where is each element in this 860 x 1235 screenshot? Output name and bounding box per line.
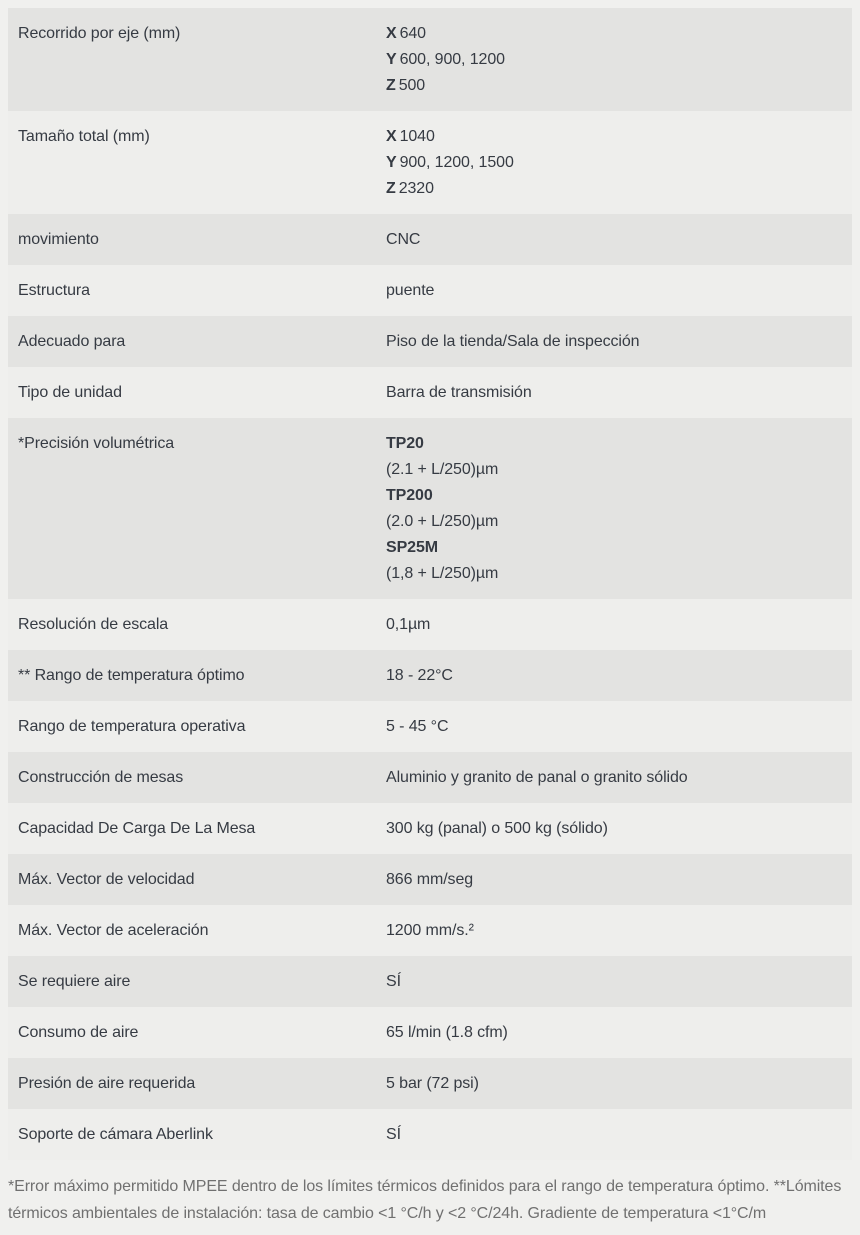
spec-value-line	[386, 227, 842, 253]
spec-label: Capacidad De Carga De La Mesa	[18, 820, 256, 837]
spec-value-line	[386, 867, 842, 893]
value-text: 1040	[399, 128, 435, 145]
spec-value	[386, 278, 852, 304]
spec-value-line	[386, 714, 842, 740]
spec-value-line	[386, 561, 842, 587]
value-bold-prefix: TP200	[386, 487, 433, 504]
spec-label: Se requiere aire	[18, 973, 131, 990]
value-text: 500	[398, 77, 426, 94]
value-text: (2.1 + L/250)µm	[386, 461, 499, 478]
value-text: Aluminio y granito de panal o granito sólido	[386, 769, 688, 786]
spec-row	[8, 111, 852, 214]
spec-value-line	[386, 1122, 842, 1148]
spec-value	[386, 663, 852, 689]
spec-row	[8, 316, 852, 367]
spec-value	[386, 816, 852, 842]
spec-value-line	[386, 21, 842, 47]
value-text: 600, 900, 1200	[399, 51, 505, 68]
spec-value	[386, 1071, 852, 1097]
spec-value-line	[386, 124, 842, 150]
value-bold-prefix: SP25M	[386, 539, 438, 556]
spec-value	[386, 918, 852, 944]
spec-row	[8, 8, 852, 111]
spec-value	[386, 714, 852, 740]
spec-label: Construcción de mesas	[18, 769, 184, 786]
spec-row	[8, 1109, 852, 1160]
spec-value-line	[386, 1071, 842, 1097]
value-text: 2320	[398, 180, 434, 197]
spec-label: Adecuado para	[18, 333, 126, 350]
spec-value	[386, 329, 852, 355]
spec-value	[386, 380, 852, 406]
spec-label: *Precisión volumétrica	[18, 435, 175, 452]
spec-row	[8, 854, 852, 905]
value-text: Barra de transmisión	[386, 384, 532, 401]
spec-row	[8, 650, 852, 701]
spec-label: Tamaño total (mm)	[18, 128, 150, 145]
spec-value	[386, 969, 852, 995]
spec-row	[8, 752, 852, 803]
spec-value-line	[386, 535, 842, 561]
value-text: 300 kg (panal) o 500 kg (sólido)	[386, 820, 608, 837]
spec-row	[8, 701, 852, 752]
spec-value-line	[386, 816, 842, 842]
spec-label: Máx. Vector de aceleración	[18, 922, 209, 939]
value-bold-prefix: Z	[386, 180, 396, 197]
value-text: 866 mm/seg	[386, 871, 474, 888]
spec-row	[8, 1007, 852, 1058]
value-bold-prefix: Z	[386, 77, 396, 94]
spec-value-line	[386, 73, 842, 99]
value-text: 5 - 45 °C	[386, 718, 449, 735]
footnote-text: *Error máximo permitido MPEE dentro de los límites térmicos definidos para el rango de temperatura óptimo. **Lómites térmicos ambientales de instalación: tasa de cambio <1 °C/h y <2 °C/24h. Gradiente de temperatura <1°C/m	[8, 1178, 842, 1222]
spec-label: movimiento	[18, 231, 99, 248]
spec-label: Rango de temperatura operativa	[18, 718, 246, 735]
spec-label: ** Rango de temperatura óptimo	[18, 667, 245, 684]
spec-label: Resolución de escala	[18, 616, 169, 633]
spec-row	[8, 367, 852, 418]
value-text: (2.0 + L/250)µm	[386, 513, 499, 530]
spec-row	[8, 599, 852, 650]
spec-value	[386, 867, 852, 893]
spec-value	[386, 765, 852, 791]
spec-row	[8, 214, 852, 265]
spec-value	[386, 612, 852, 638]
spec-label: Tipo de unidad	[18, 384, 122, 401]
spec-value-line	[386, 765, 842, 791]
spec-value-line	[386, 457, 842, 483]
spec-value-line	[386, 509, 842, 535]
value-text: SÍ	[386, 1126, 401, 1143]
spec-value-line	[386, 483, 842, 509]
spec-row	[8, 265, 852, 316]
spec-value	[386, 1020, 852, 1046]
spec-label: Máx. Vector de velocidad	[18, 871, 195, 888]
value-text: SÍ	[386, 973, 401, 990]
value-bold-prefix: Y	[386, 154, 397, 171]
spec-value-line	[386, 612, 842, 638]
spec-value-line	[386, 431, 842, 457]
spec-label: Soporte de cámara Aberlink	[18, 1126, 213, 1143]
value-bold-prefix: X	[386, 25, 397, 42]
spec-label: Recorrido por eje (mm)	[18, 25, 181, 42]
value-text: puente	[386, 282, 435, 299]
value-bold-prefix: TP20	[386, 435, 424, 452]
value-text: Piso de la tienda/Sala de inspección	[386, 333, 640, 350]
spec-value	[386, 21, 852, 99]
spec-value-line	[386, 329, 842, 355]
spec-row	[8, 418, 852, 599]
spec-value-line	[386, 47, 842, 73]
spec-value-line	[386, 380, 842, 406]
spec-value-line	[386, 663, 842, 689]
spec-row	[8, 1058, 852, 1109]
spec-label: Consumo de aire	[18, 1024, 139, 1041]
spec-value-line	[386, 278, 842, 304]
spec-label: Estructura	[18, 282, 90, 299]
spec-value	[386, 124, 852, 202]
spec-value	[386, 227, 852, 253]
spec-label: Presión de aire requerida	[18, 1075, 196, 1092]
spec-value-line	[386, 918, 842, 944]
spec-row	[8, 905, 852, 956]
spec-value	[386, 431, 852, 587]
value-text: CNC	[386, 231, 421, 248]
spec-value-line	[386, 150, 842, 176]
value-text: 640	[399, 25, 426, 42]
value-text: 5 bar (72 psi)	[386, 1075, 479, 1092]
spec-value-line	[386, 176, 842, 202]
value-text: 900, 1200, 1500	[399, 154, 514, 171]
spec-table	[8, 8, 852, 1160]
value-bold-prefix: X	[386, 128, 397, 145]
spec-value-line	[386, 969, 842, 995]
spec-row	[8, 956, 852, 1007]
value-bold-prefix: Y	[386, 51, 397, 68]
spec-row	[8, 803, 852, 854]
value-text: 0,1µm	[386, 616, 431, 633]
value-text: 1200 mm/s.²	[386, 922, 474, 939]
value-text: (1,8 + L/250)µm	[386, 565, 499, 582]
value-text: 65 l/min (1.8 cfm)	[386, 1024, 508, 1041]
spec-value	[386, 1122, 852, 1148]
spec-value-line	[386, 1020, 842, 1046]
value-text: 18 - 22°C	[386, 667, 453, 684]
